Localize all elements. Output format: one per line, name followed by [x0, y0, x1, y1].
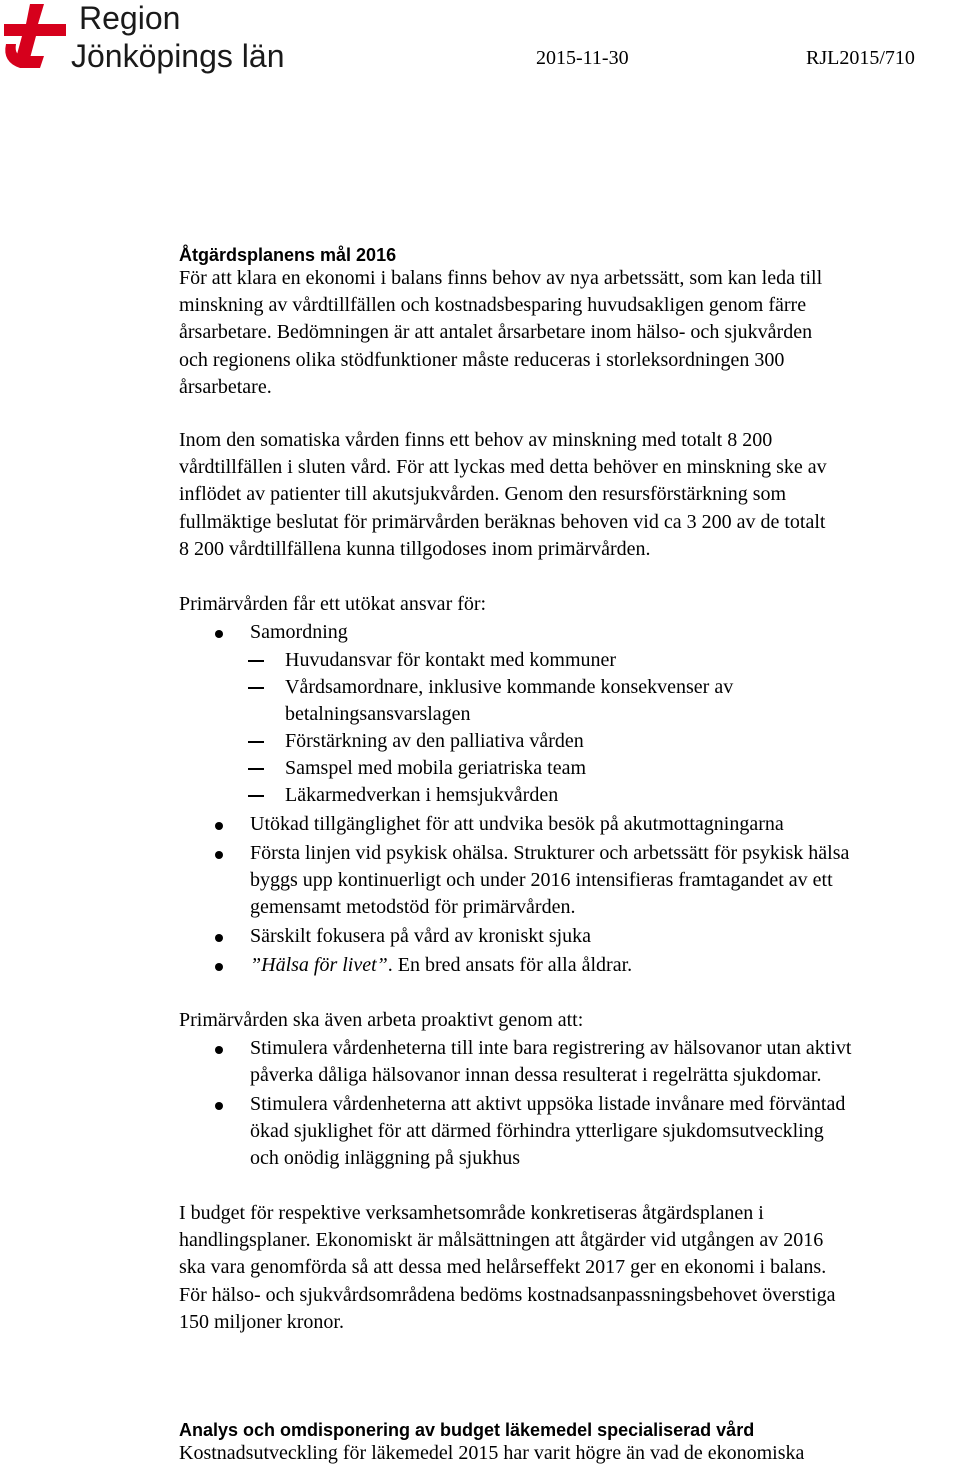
- list-item: [250, 1035, 851, 1089]
- text-line: För att klara en ekonomi i balans finns behov av nya arbetssätt, som kan leda till: [179, 267, 823, 289]
- bullet-icon: [215, 963, 223, 971]
- sub-list-item: Läkarmedverkan i hemsjukvården: [285, 784, 559, 806]
- list-item: Utökad tillgänglighet för att undvika besök på akutmottagningarna: [250, 813, 784, 835]
- dash-icon: [248, 795, 264, 797]
- document-reference: RJL2015/710: [806, 47, 915, 69]
- bullet-icon: [215, 851, 223, 859]
- italic-title: ”Hälsa för livet”: [250, 954, 388, 976]
- text-line: Stimulera vårdenheterna att aktivt uppsöka listade invånare med förväntad: [250, 1093, 846, 1115]
- text-line: Inom den somatiska vården finns ett behov av minskning med totalt 8 200: [179, 429, 773, 451]
- text-line: påverka dåliga hälsovanor innan dessa resulterat i regelrätta sjukdomar.: [250, 1064, 822, 1087]
- list-intro: Primärvården ska även arbeta proaktivt genom att:: [179, 1009, 584, 1031]
- text-line: minskning av vårdtillfällen och kostnadsbesparing huvudsakligen genom färre: [179, 294, 807, 317]
- sub-list-item: Vårdsamordnare, inklusive kommande konsekvenser av: [285, 676, 734, 698]
- bullet-icon: [215, 630, 223, 638]
- region-logo: [0, 0, 300, 80]
- list-item: [250, 1091, 845, 1173]
- sub-list-item: Huvudansvar för kontakt med kommuner: [285, 649, 617, 671]
- dash-icon: [248, 660, 264, 662]
- text-line: årsarbetare. Bedömningen är att antalet årsarbetare inom hälso- och sjukvården: [179, 321, 813, 344]
- sub-list-item-continued: betalningsansvarslagen: [285, 703, 471, 725]
- text-line: inflödet av patienter till akutsjukvården. Genom den resursförstärkning som: [179, 483, 787, 506]
- text-line: och regionens olika stödfunktioner måste reduceras i storleksordningen 300: [179, 348, 785, 371]
- text-line: årsarbetare.: [179, 375, 272, 398]
- sub-list-item: Förstärkning av den palliativa vården: [285, 730, 584, 752]
- text-line: För hälso- och sjukvårdsområdena bedöms kostnadsanpassningsbehovet överstiga: [179, 1283, 836, 1306]
- list-item: Särskilt fokusera på vård av kroniskt sjuka: [250, 925, 592, 947]
- bullet-icon: [215, 1046, 223, 1054]
- paragraph-1: [179, 265, 822, 401]
- text-line: Stimulera vårdenheterna till inte bara registrering av hälsovanor utan aktivt: [250, 1037, 852, 1059]
- list-item: Samordning: [250, 621, 348, 643]
- dash-icon: [248, 768, 264, 770]
- list-intro: Primärvården får ett utökat ansvar för:: [179, 593, 487, 615]
- bullet-icon: [215, 822, 223, 830]
- list-item: [250, 952, 632, 979]
- text-line: och onödig inläggning på sjukhus: [250, 1147, 520, 1170]
- text-line: 150 miljoner kronor.: [179, 1310, 344, 1333]
- dash-icon: [248, 741, 264, 743]
- logo-line-2: Jönköpings län: [71, 38, 285, 74]
- text-line: gemensamt metodstöd för primärvården.: [250, 896, 576, 919]
- text-line: ska vara genomförda så att dessa med helårseffekt 2017 ger en ekonomi i balans.: [179, 1256, 827, 1279]
- sub-list-item: Samspel med mobila geriatriska team: [285, 757, 587, 779]
- list-item-rest: . En bred ansats för alla åldrar.: [387, 954, 633, 976]
- text-line: I budget för respektive verksamhetsområde konkretiseras åtgärdsplanen i: [179, 1202, 764, 1224]
- region-logo-symbol-icon: [0, 2, 72, 74]
- paragraph-3: [179, 1200, 836, 1336]
- bullet-icon: [215, 934, 223, 942]
- paragraph-2: [179, 427, 827, 563]
- text-line: handlingsplaner. Ekonomiskt är målsättningen att åtgärder vid utgången av 2016: [179, 1229, 824, 1252]
- logo-line-1: Region: [79, 0, 181, 36]
- document-date: 2015-11-30: [536, 47, 629, 69]
- dash-icon: [248, 687, 264, 689]
- text-line: byggs upp kontinuerligt och under 2016 intensifieras framtagandet av ett: [250, 869, 833, 892]
- text-line: 8 200 vårdtillfällena kunna tillgodoses inom primärvården.: [179, 537, 651, 560]
- text-line: ökad sjuklighet för att därmed förhindra ytterligare sjukdomsutveckling: [250, 1120, 824, 1143]
- section-heading: Analys och omdisponering av budget läkemedel specialiserad vård: [179, 1420, 755, 1440]
- list-item: [250, 840, 849, 922]
- text-line: vårdtillfällen i sluten vård. För att lyckas med detta behöver en minskning ske av: [179, 456, 827, 479]
- paragraph-4: Kostnadsutveckling för läkemedel 2015 har varit högre än vad de ekonomiska: [179, 1442, 805, 1464]
- section-heading: Åtgärdsplanens mål 2016: [179, 245, 397, 265]
- bullet-icon: [215, 1102, 223, 1110]
- text-line: fullmäktige beslutat för primärvården beräknas behoven vid ca 3 200 av de totalt: [179, 510, 826, 533]
- text-line: Första linjen vid psykisk ohälsa. Strukturer och arbetssätt för psykisk hälsa: [250, 842, 850, 864]
